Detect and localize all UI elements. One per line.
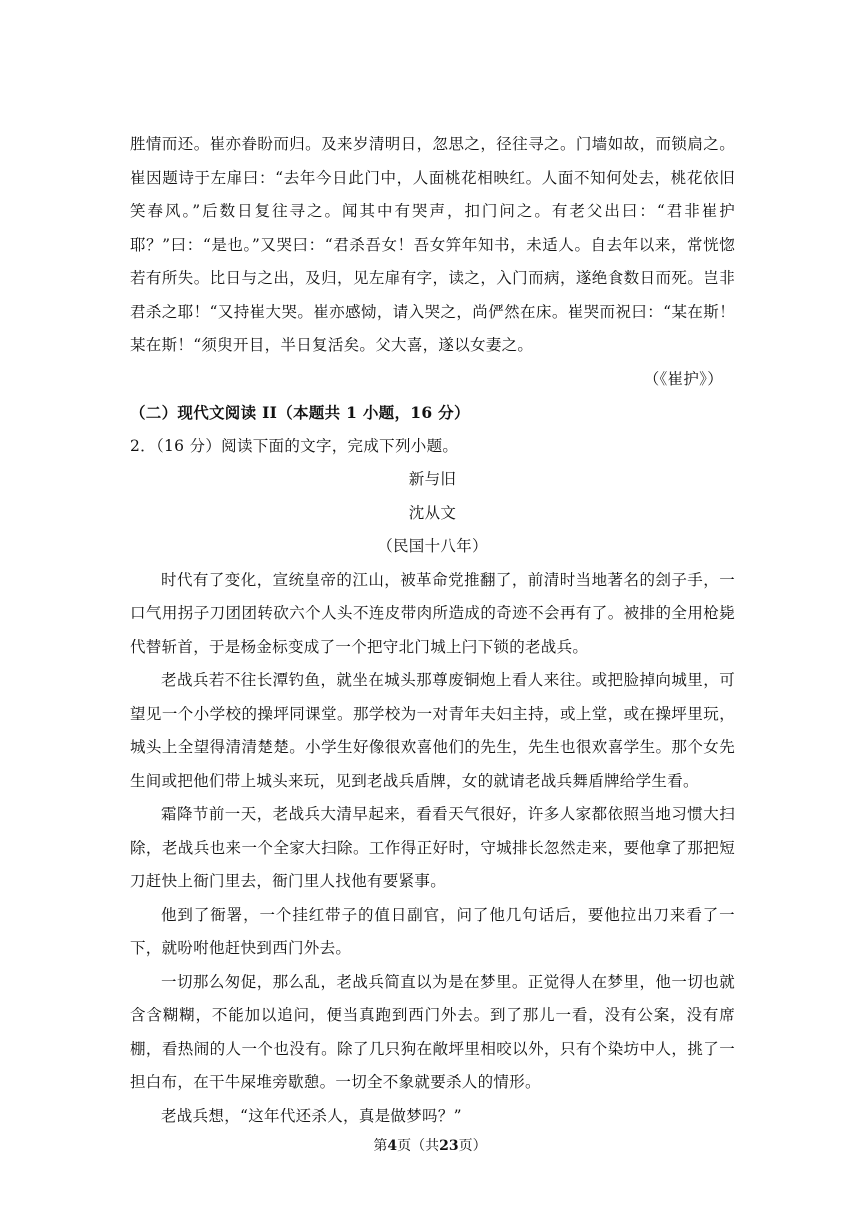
story-paragraph-3: 霜降节前一天，老战兵大清早起来，看看天气很好，许多人家都依照当地习惯大扫除，老战兵也来一个全家大扫除。工作得正好时，守城排长忽然走来，要他拿了那把短刀赶快上衙门里去，衙门里人找他有要紧事。	[130, 805, 735, 890]
story-author: 沈从文	[408, 503, 457, 522]
footer-prefix: 第	[373, 1138, 388, 1154]
question-prompt: 2．（16 分）阅读下面的文字，完成下列小题。	[130, 436, 459, 455]
footer-suffix: 页）	[458, 1138, 487, 1154]
passage-source: （《崔护》）	[643, 369, 723, 388]
footer-middle: 页（共	[397, 1138, 440, 1154]
classical-passage-paragraph: 胜情而还。崔亦眷盼而归。及来岁清明日，忽思之，径往寻之。门墙如故，而锁扃之。崔因题诗于左扉曰：“去年今日此门中，人面桃花相映红。人面不知何处去，桃花依旧笑春风。”后数日复往寻之。闻其中有哭声，扣门问之。有老父出曰：“君非崔护耶？”曰：“是也。”又哭曰：“君杀吾女！吾女笄年知书，未适人。自去年以来，常恍惚若有所失。比日与之出，及归，见左扉有字，读之，入门而病，遂绝食数日而死。岂非君杀之耶！“又持崔大哭。崔亦感恸，请入哭之，尚俨然在床。崔哭而祝曰：“某在斯！某在斯！“须臾开目，半日复活矣。父大喜，遂以女妻之。	[130, 135, 735, 354]
story-paragraph-1: 时代有了变化，宣统皇帝的江山，被革命党推翻了，前清时当地著名的刽子手，一口气用拐子刀团团转砍六个人头不连皮带肉所造成的奇迹不会再有了。被排的全用枪毙代替斩首，于是杨金标变成了一个把守北门城上闩下锁的老战兵。	[130, 570, 735, 656]
footer-total-pages: 23	[439, 1138, 459, 1154]
story-date: （民国十八年）	[377, 537, 488, 555]
story-title: 新与旧	[408, 470, 457, 488]
story-paragraph-6: 老战兵想，“这年代还杀人，真是做梦吗？”	[161, 1106, 462, 1125]
story-paragraph-5: 一切那么匆促，那么乱，老战兵简直以为是在梦里。正觉得人在梦里，他一切也就含含糊糊，不能加以追问，便当真跑到西门外去。到了那儿一看，没有公案，没有席棚，看热闹的人一个也没有。除了几只狗在敞坪里相咬以外，只有个染坊中人，挑了一担白布，在干牛屎堆旁歇憩。一切全不象就要杀人的情形。	[130, 972, 735, 1091]
story-paragraph-2: 老战兵若不往长潭钓鱼，就坐在城头那尊废铜炮上看人来往。或把脸掉向城里，可望见一个小学校的操坪同课堂。那学校为一对青年夫妇主持，或上堂，或在操坪里玩，城头上全望得清清楚楚。小学生好像很欢喜他们的先生，先生也很欢喜学生。那个女先生间或把他们带上城头来玩，见到老战兵盾牌，女的就请老战兵舞盾牌给学生看。	[130, 671, 735, 790]
story-paragraph-4: 他到了衙署，一个挂红带子的值日副官，问了他几句话后，要他拉出刀来看了一下，就吩咐他赶快到西门外去。	[130, 905, 735, 957]
section-heading: （二）现代文阅读 II（本题共 1 小题，16 分）	[130, 403, 470, 422]
footer-page-number: 4	[387, 1138, 398, 1154]
page-footer	[0, 1137, 860, 1155]
page-content	[130, 128, 735, 1133]
